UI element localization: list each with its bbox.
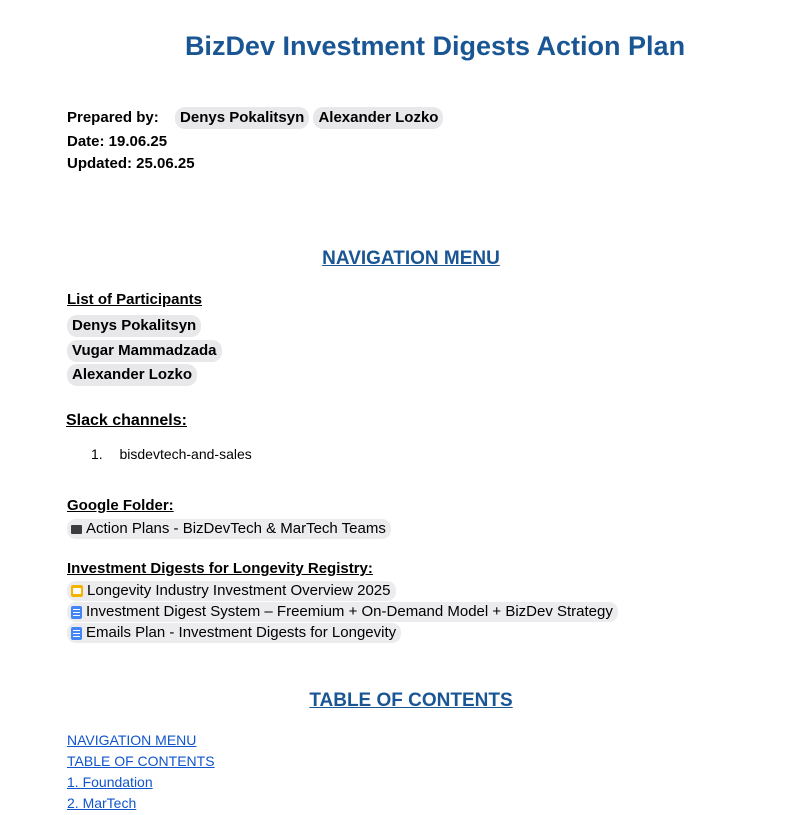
toc-link-navigation-menu[interactable]: NAVIGATION MENU [67,732,197,748]
toc-link-table-of-contents[interactable]: TABLE OF CONTENTS [67,753,215,769]
table-of-contents-heading[interactable]: TABLE OF CONTENTS [309,690,513,711]
slack-channel-name: bisdevtech-and-sales [119,446,252,462]
doc-chip-label: Emails Plan - Investment Digests for Longevity [86,624,397,641]
google-folder-chip-label: Action Plans - BizDevTech & MarTech Teams [86,520,386,537]
document-date: Date: 19.06.25 [67,133,168,150]
participant-chip-vugar[interactable]: Vugar Mammadzada [67,340,222,362]
doc-chip-digest-system[interactable] [67,602,618,622]
doc-chip-label: Investment Digest System – Freemium + On-Demand Model + BizDev Strategy [86,603,613,620]
list-number: 1. [91,446,103,462]
doc-icon [71,627,82,640]
document-updated-date: Updated: 25.06.25 [67,155,195,172]
folder-icon [71,525,82,534]
slides-chip-label: Longevity Industry Investment Overview 2025 [87,582,391,599]
slides-icon [71,585,83,597]
doc-icon [71,606,82,619]
slack-channels-label: Slack channels: [66,412,187,429]
google-folder-label: Google Folder: [67,497,174,514]
toc-link-foundation[interactable]: 1. Foundation [67,774,153,790]
person-chip-alexander[interactable]: Alexander Lozko [313,107,443,129]
navigation-menu-heading[interactable]: NAVIGATION MENU [322,248,500,269]
prepared-by-label: Prepared by: [67,109,159,126]
slides-chip-overview[interactable] [67,581,396,601]
google-folder-chip[interactable] [67,519,391,539]
participant-chip-alexander[interactable]: Alexander Lozko [67,364,197,386]
toc-list [67,730,215,814]
investment-digests-label: Investment Digests for Longevity Registry: [67,560,373,577]
participant-chip-denys[interactable]: Denys Pokalitsyn [67,315,201,337]
person-chip-denys[interactable]: Denys Pokalitsyn [175,107,309,129]
toc-link-martech[interactable]: 2. MarTech [67,795,137,811]
participants-label: List of Participants [67,291,203,308]
document-title: BizDev Investment Digests Action Plan [184,31,686,61]
prepared-by-row [67,107,443,129]
slack-channel-item [91,446,252,462]
doc-chip-emails-plan[interactable] [67,623,401,643]
